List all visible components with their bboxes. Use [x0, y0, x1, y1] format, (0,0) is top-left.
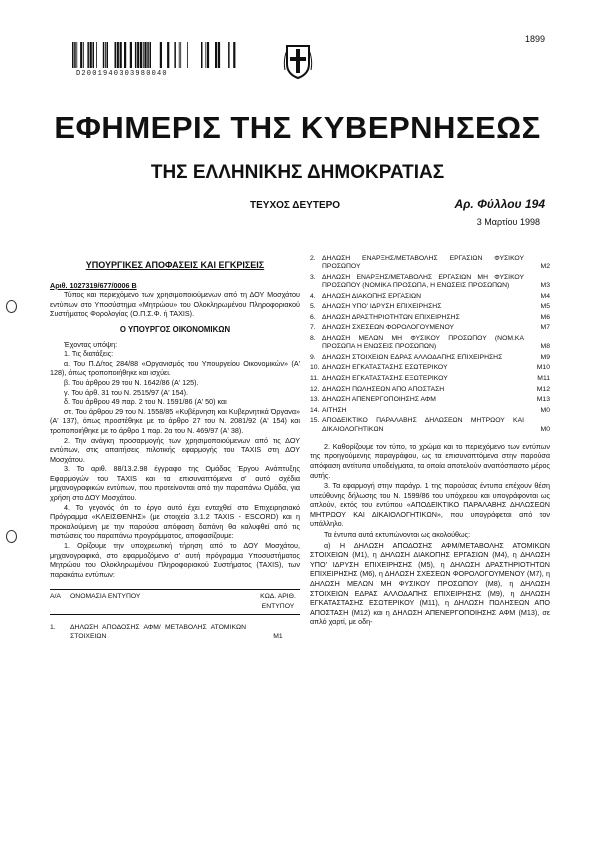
table-row	[50, 623, 300, 642]
form-code: M12	[536, 385, 550, 393]
forms-list	[310, 255, 550, 434]
list-item	[310, 303, 550, 311]
form-code: M10	[536, 364, 550, 372]
list-item	[310, 364, 550, 372]
clause-3: 3. Το αριθ. 88/13.2.98 έγγραφο της Ομάδας Έργου Ανάπτυξης Εφαρμογών του TAXIS και τα επισυναπτόμενα σ' αυτό σχέδια μηχανογραφικών εντύπων, που προτείνονται από την παραπάνω Ομάδα, για χρήση στο ΔΟΥ Μοσχάτου.	[50, 464, 300, 503]
col-header-num: Α/Α	[50, 593, 61, 601]
ministry-heading: Ο ΥΠΟΥΡΓΟΣ ΟΙΚΟΝΟΜΙΚΩΝ	[119, 324, 231, 334]
form-name: ΔΗΛΩΣΗ ΔΡΑΣΤΗΡΙΟΤΗΤΩΝ ΕΠΙΧΕΙΡΗΣΗΣ	[322, 313, 460, 321]
issue-series: ΤΕΥΧΟΣ ΔΕΥΤΕΡΟ	[250, 200, 341, 211]
list-item	[310, 255, 550, 271]
clause-1b: β. Του άρθρου 29 του Ν. 1642/86 (Α' 125).	[64, 377, 199, 387]
paragraph-3: 3. Τα εφαρμογή στην παράγρ. 1 της παρούσας έντυπα επέχουν θέση υπεύθυνης δήλωσης του Ν. 1599/86 του υπόχρεου και υπογράφονται ως απλούν, εκτός του εντύπου «ΑΠΟΔΕΙΚΤΙΚΟ ΠΑΡΑΛΑΒΗΣ ΔΗΛΩΣΕΩΝ ΜΗΤΡΩΟΥ ΚΑΙ ΔΙΚΑΙΟΛΟΓΗΤΙΚΩΝ», που υπογράφεται από τον υπάλληλο.	[310, 481, 550, 529]
form-code: M11	[537, 374, 550, 382]
gazette-subtitle: ΤΗΣ ΕΛΛΗΝΙΚΗΣ ΔΗΜΟΚΡΑΤΙΑΣ	[150, 162, 445, 183]
form-name: ΔΗΛΩΣΗ ΕΓΚΑΤΑΣΤΑΣΗΣ ΕΣΩΤΕΡΙΚΟΥ	[322, 364, 448, 372]
decision-summary: Τύπος και περιεχόμενο των χρησιμοποιούμενων από τη ΔΟΥ Μοσχάτου εντύπων στο Υποσύστημα «Μητρώου» του Ολοκληρωμένου Πληροφοριακού Συστήματος Φορολογίας (Ο.Π.Σ.Φ. ή TAXIS).	[50, 290, 300, 319]
form-num: 12.	[310, 385, 320, 393]
form-name: ΔΗΛΩΣΗ ΔΙΑΚΟΠΗΣ ΕΡΓΑΣΙΩΝ	[322, 292, 421, 300]
form-code: M0	[540, 406, 550, 414]
list-item	[310, 354, 550, 362]
form-num: 3.	[310, 273, 316, 281]
form-code: M9	[540, 353, 550, 361]
form-code: M2	[540, 263, 550, 271]
form-num: 2.	[310, 255, 316, 262]
considering-label: Έχοντας υπόψη:	[64, 339, 118, 349]
form-code: M3	[540, 282, 550, 289]
list-item	[310, 274, 550, 290]
form-name: ΔΗΛΩΣΗ ΕΓΚΑΤΑΣΤΑΣΗΣ ΕΞΩΤΕΡΙΚΟΥ	[322, 374, 448, 382]
form-num: 15.	[310, 417, 320, 425]
gazette-title: ΕΦΗΜΕΡΙΣ ΤΗΣ ΚΥΒΕΡΝΗΣΕΩΣ	[54, 110, 541, 145]
issue-date: 3 Μαρτίου 1998	[476, 217, 540, 227]
form-code: M0	[540, 425, 550, 433]
list-item	[310, 417, 550, 433]
form-num: 7.	[310, 324, 316, 332]
binder-hole	[6, 300, 17, 313]
decision-reference: Αριθ. 1027319/677/0006 Β	[50, 280, 137, 290]
list-item	[310, 375, 550, 383]
list-item	[310, 324, 550, 332]
section-heading: ΥΠΟΥΡΓΙΚΕΣ ΑΠΟΦΑΣΕΙΣ ΚΑΙ ΕΓΚΡΙΣΕΙΣ	[85, 260, 265, 270]
list-item	[310, 407, 550, 415]
col-header-code: ΚΩΔ. ΑΡΙΘ. ΕΝΤΥΠΟΥ	[260, 593, 296, 610]
clause-4: 4. Το γεγονός ότι το έργο αυτό έχει ενταχθεί στο Επιχειρησιακό Πρόγραμμα «ΚΛΕΙΣΘΕΝΗΣ» (με στοιχεία 3.1.2 TAXIS - ESCORD) και η προκαλούμενη με την παρούσα απόφαση δαπάνη θα καλυφθεί από τις πιστώσεις του παραπάνω προγράμματος, αποφασίζουμε:	[50, 502, 300, 541]
form-name: ΑΠΟΔΕΙΚΤΙΚΟ ΠΑΡΑΛΑΒΗΣ ΔΗΛΩΣΕΩΝ ΜΗΤΡΩΟΥ ΚΑΙ ΔΙΚΑΙΟΛΟΓΗΤΙΚΩΝ	[322, 417, 524, 433]
barcode-number: D2001940303980040	[76, 70, 168, 78]
form-code: M6	[540, 313, 550, 321]
page-number: 1899	[524, 34, 545, 44]
form-name: ΔΗΛΩΣΗ ΠΩΛΗΣΕΩΝ ΑΠΟ ΑΠΟΣΤΑΣΗ	[322, 385, 445, 393]
clause-1a: α. Του Π.Δ/τος 284/88 «Οργανισμός του Υπουργείου Οικονομικών» (Α' 128), όπως τροποποιήθηκε και ισχύει.	[50, 358, 300, 378]
form-name: ΔΗΛΩΣΗ ΑΠΟΔΟΣΗΣ ΑΦΜ/ ΜΕΤΑΒΟΛΗΣ ΑΤΟΜΙΚΩΝ ΣΤΟΙΧΕΙΩΝ	[70, 623, 246, 641]
paragraph-3a: α) Η ΔΗΛΩΣΗ ΑΠΟΔΟΣΗΣ ΑΦΜ/ΜΕΤΑΒΟΛΗΣ ΑΤΟΜΙΚΩΝ ΣΤΟΙΧΕΙΩΝ (M1), η ΔΗΛΩΣΗ ΔΙΑΚΟΠΗΣ ΕΡΓΑΣΙΩΝ (M4), η ΔΗΛΩΣΗ ΥΠΟ' ΙΔΡΥΣΗ ΕΠΙΧΕΙΡΗΣΗΣ (M5), η ΔΗΛΩΣΗ ΔΡΑΣΤΗΡΙΟΤΗΤΩΝ ΕΠΙΧΕΙΡΗΣΗΣ (M6), η ΔΗΛΩΣΗ ΣΧΕΣΕΩΝ ΦΟΡΟΛΟΓΟΥΜΕΝΟΥ (M7), η ΔΗΛΩΣΗ ΜΕΛΩΝ ΜΗ ΦΥΣΙΚΟΥ ΠΡΟΣΩΠΟΥ (M8), η ΔΗΛΩΣΗ ΣΤΟΙΧΕΙΩΝ ΕΔΡΑΣ ΑΛΛΟΔΑΠΗΣ ΕΠΙΧΕΙΡΗΣΗΣ (M9), η ΔΗΛΩΣΗ ΕΓΚΑΤΑΣΤΑΣΗΣ ΕΣΩΤΕΡΙΚΟΥ (M11), η ΔΗΛΩΣΗ ΠΩΛΗΣΕΩΝ ΑΠΟ ΑΠΟΣΤΑΣΗ (M12) και η ΔΗΛΩΣΗ ΑΠΕΝΕΡΓΟΠΟΙΗΣΗΣ ΑΦΜ (M13), σε απλό χαρτί, με οδη-	[310, 540, 550, 627]
clause-1d: δ. Του άρθρου 49 παρ. 2 του Ν. 1591/86 (Α' 50) και	[64, 397, 227, 407]
clause-1: 1. Τις διατάξεις:	[64, 349, 114, 359]
left-column	[50, 255, 300, 642]
form-name: ΔΗΛΩΣΗ ΥΠΟ' ΙΔΡΥΣΗ ΕΠΙΧΕΙΡΗΣΗΣ	[322, 303, 442, 311]
form-name: ΔΗΛΩΣΗ ΜΕΛΩΝ ΜΗ ΦΥΣΙΚΟΥ ΠΡΟΣΩΠΟΥ (ΝΟΜ.ΚΑ ΠΡΟΣΩΠΑ Η ΕΝΩΣΕΙΣ ΠΡΟΣΩΠΩΝ)	[322, 334, 524, 351]
form-code: M13	[536, 396, 550, 404]
list-item	[310, 293, 550, 301]
form-num: 14.	[310, 406, 320, 414]
form-num: 5.	[310, 303, 316, 311]
col-header-name: ΟΝΟΜΑΣΙΑ ΕΝΤΥΠΟΥ	[70, 593, 141, 601]
form-num: 1.	[50, 623, 56, 631]
form-num: 11.	[310, 374, 319, 382]
form-num: 9.	[310, 353, 316, 361]
clause-1c: γ. Του άρθ. 31 του Ν. 2515/97 (Α' 154).	[64, 387, 188, 397]
list-item	[310, 396, 550, 404]
form-code: M7	[540, 324, 550, 332]
form-num: 8.	[310, 334, 316, 342]
form-code: M4	[540, 292, 550, 300]
form-code: M8	[540, 343, 550, 351]
form-name: ΔΗΛΩΣΗ ΕΝΑΡΞΗΣ/ΜΕΤΑΒΟΛΗΣ ΕΡΓΑΣΙΩΝ ΜΗ ΦΥΣΙΚΟΥ ΠΡΟΣΩΠΟΥ (ΝΟΜΙΚΑ ΠΡΟΣΩΠΑ, Η ΕΝΩΣΕΙΣ ΠΡΟΣΩΠΩΝ)	[322, 273, 524, 289]
form-code: M1	[273, 633, 283, 641]
list-item	[310, 314, 550, 322]
form-num: 6.	[310, 313, 316, 321]
issue-number: Αρ. Φύλλου 194	[454, 197, 545, 211]
right-column	[310, 255, 550, 628]
clause-2: 2. Την ανάγκη προσαρμογής των χρησιμοποιούμενων από τις ΔΟΥ εντύπων, στις απαιτήσεις πιλοτικής εφαρμογής του TAXIS στη ΔΟΥ Μοσχάτου.	[50, 435, 300, 464]
form-name: ΔΗΛΩΣΗ ΣΧΕΣΕΩΝ ΦΟΡΟΛΟΓΟΥΜΕΝΟΥ	[322, 324, 455, 332]
forms-table-header	[50, 589, 300, 614]
form-name: ΑΙΤΗΣΗ	[322, 406, 347, 414]
greek-coat-of-arms-icon	[283, 40, 313, 80]
binder-hole	[6, 530, 17, 543]
list-item	[310, 335, 550, 351]
form-num: 10.	[310, 364, 320, 372]
clause-1e: στ. Του άρθρου 29 του Ν. 1558/85 «Κυβέρνηση και Κυβερνητικά Όργανα» (Α' 137), όπως προστέθηκε με το άρθρο 27 του Ν. 2081/92 (Α' 154) και τροποποιήθηκε με το άρθρο 1 παρ. 2α του Ν. 469/97 (Α' 38).	[50, 406, 300, 435]
form-name: ΔΗΛΩΣΗ ΣΤΟΙΧΕΙΩΝ ΕΔΡΑΣ ΑΛΛΟΔΑΠΗΣ ΕΠΙΧΕΙΡΗΣΗΣ	[322, 353, 503, 361]
barcode	[72, 42, 238, 68]
paragraph-3-lead: Τα έντυπα αυτά εκτυπώνονται ως ακολούθως:	[324, 530, 471, 540]
form-name: ΔΗΛΩΣΗ ΕΝΑΡΞΗΣ/ΜΕΤΑΒΟΛΗΣ ΕΡΓΑΣΙΩΝ ΦΥΣΙΚΟΥ ΠΡΟΣΩΠΟΥ	[322, 255, 524, 271]
form-code: M5	[540, 303, 550, 311]
form-num: 4.	[310, 292, 316, 300]
form-num: 13.	[310, 396, 320, 404]
list-item	[310, 386, 550, 394]
paragraph-2: 2. Καθορίζουμε τον τύπο, το χρώμα και το περιεχόμενο των εντύπων της προηγούμενης παραγράφου, ως τα επισυναπτόμενα στην παρούσα απόφαση αντίτυπα υποδείγματα, τα οποία αποτελούν αναπόσπαστο μέρος αυτής.	[310, 441, 550, 480]
form-name: ΔΗΛΩΣΗ ΑΠΕΝΕΡΓΟΠΟΙΗΣΗΣ ΑΦΜ	[322, 396, 436, 404]
decision-1: 1. Ορίζουμε την υποχρεωτική τήρηση από το ΔΟΥ Μοσχάτου, μηχανογραφικά, στο εφαρμοζόμενο σ' αυτή πρόγραμμα Υποσυστήματος Μητρώου του Ολοκληρωμένου Πληροφοριακού Συστήματος (TAXIS), των παρακάτω εντύπων:	[50, 541, 300, 579]
